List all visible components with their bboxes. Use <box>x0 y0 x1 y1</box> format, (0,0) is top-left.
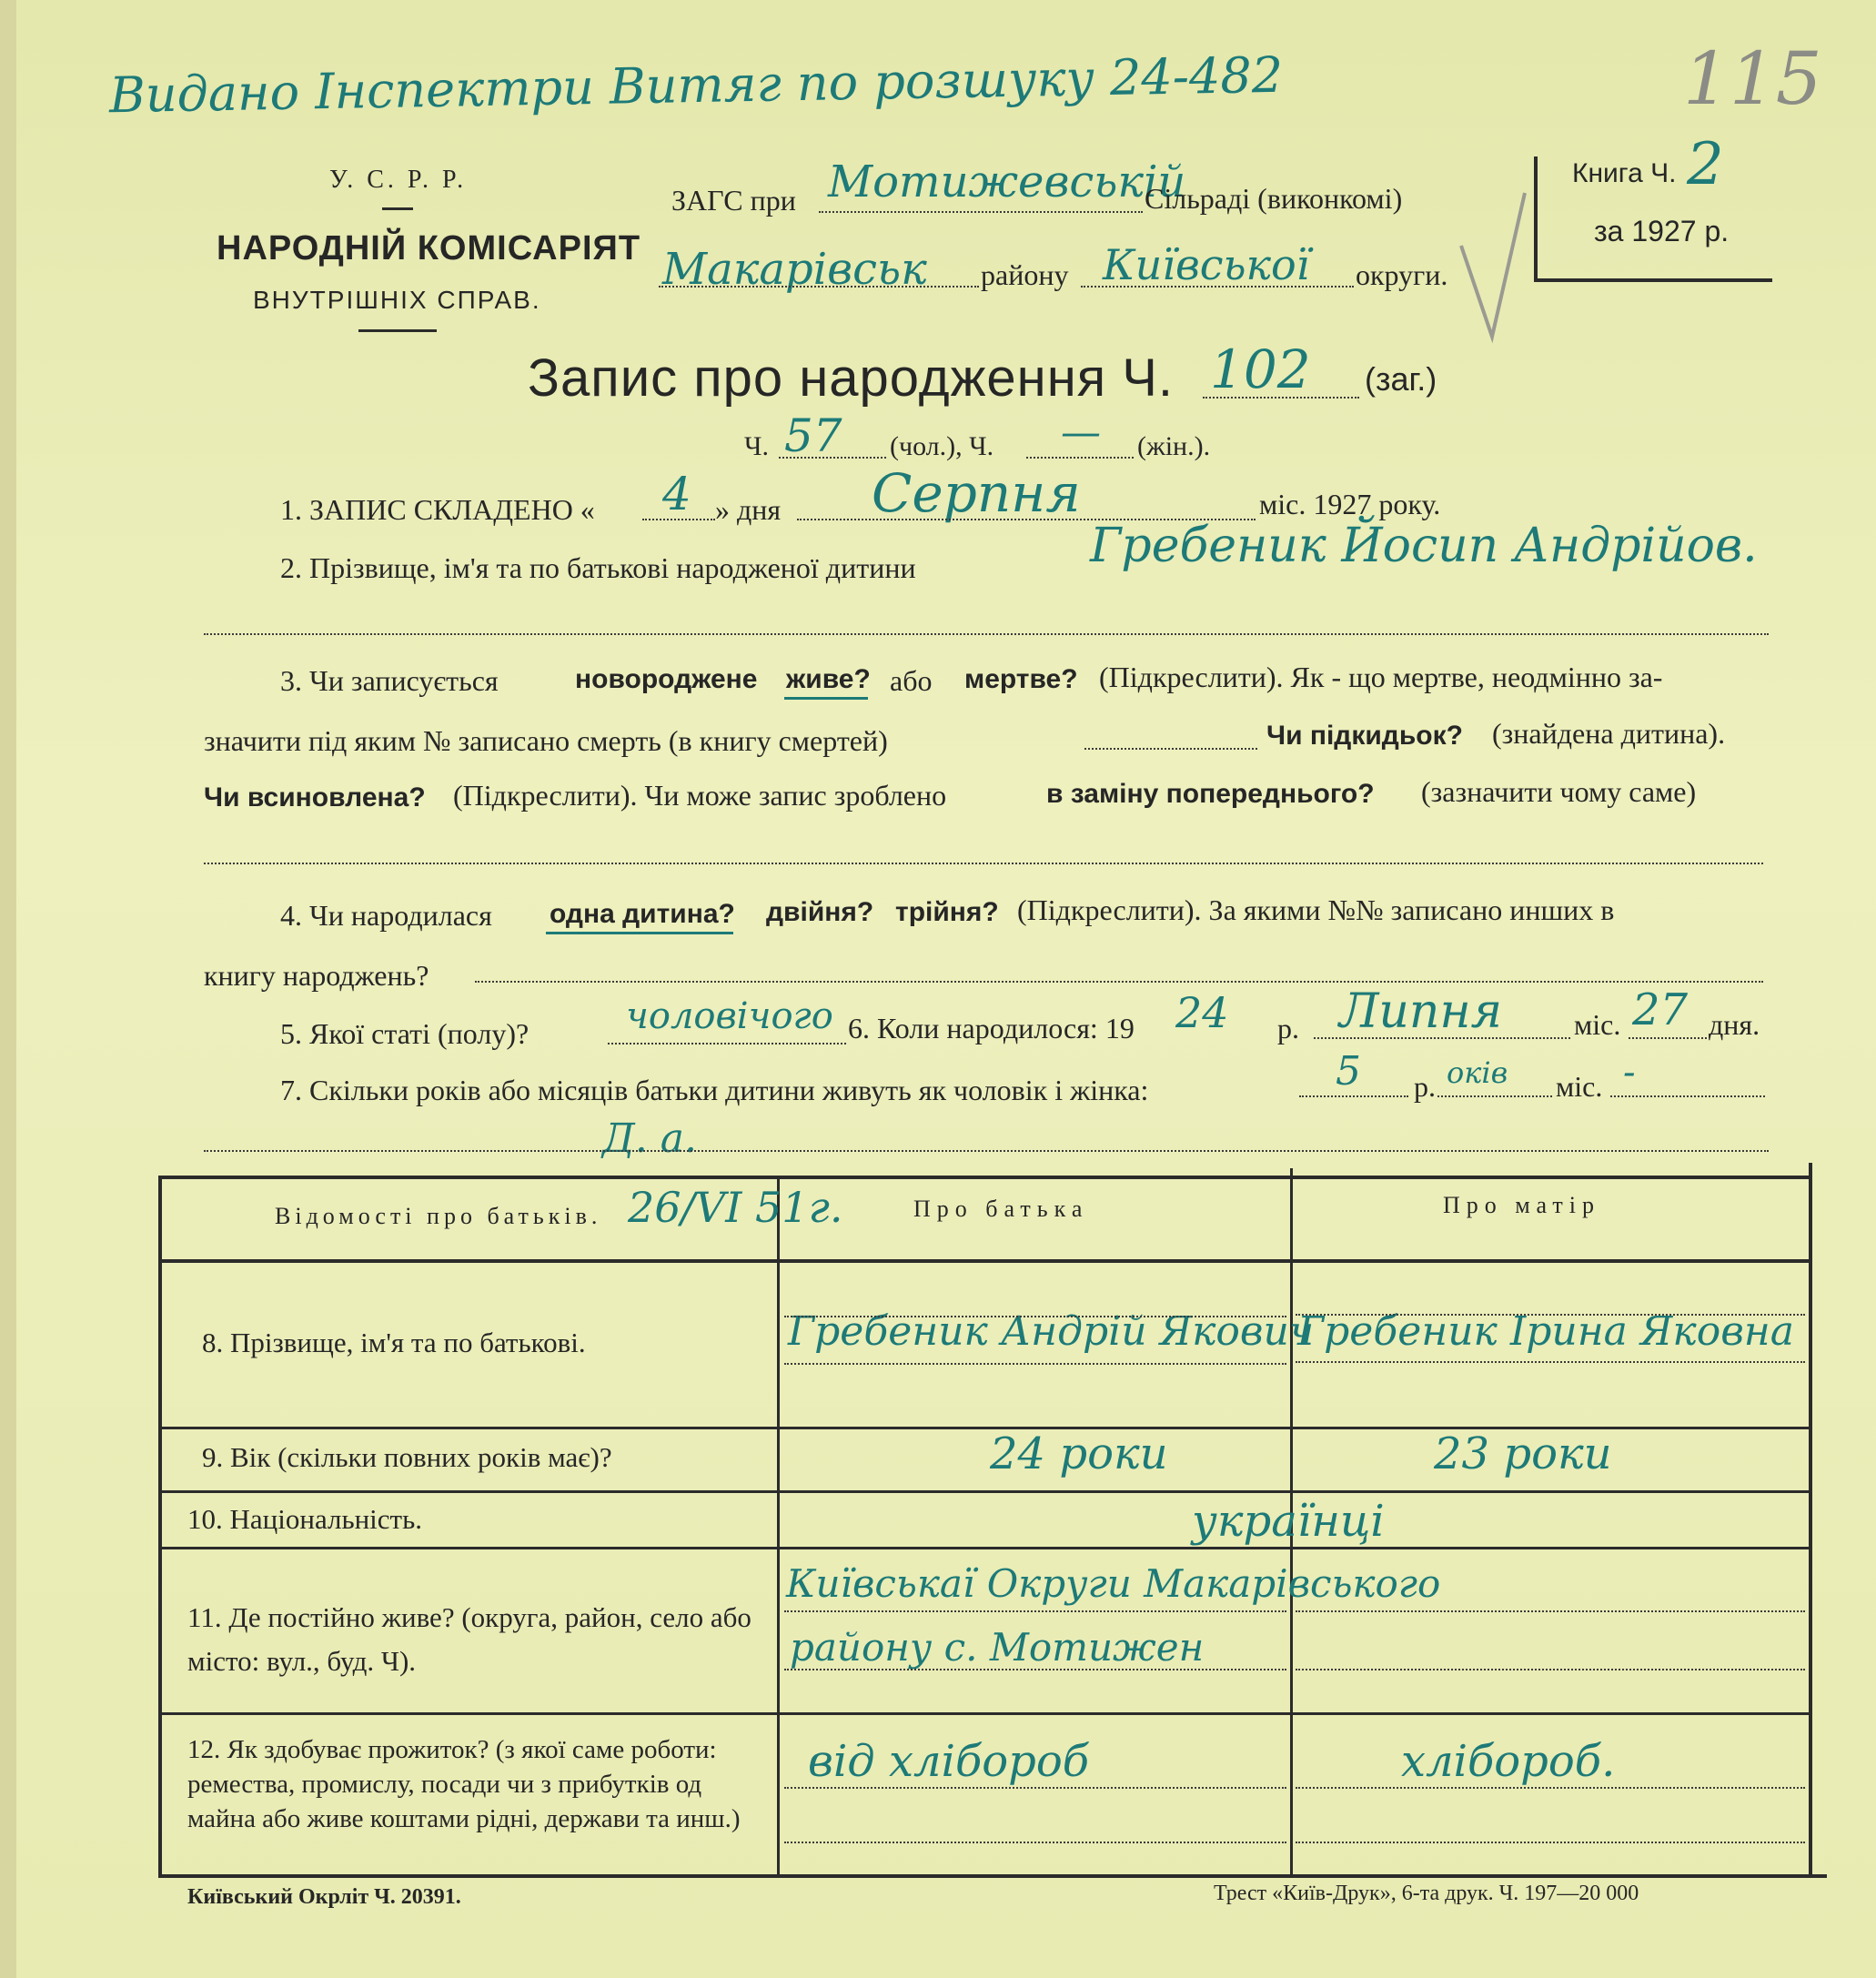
district-handwritten: Макарівськ <box>662 244 927 295</box>
field-3-or: або <box>890 664 933 697</box>
field-6-r: р. <box>1277 1012 1299 1045</box>
district-word: району <box>981 258 1069 291</box>
field-6-label: 6. Коли народилося: 19 <box>848 1012 1135 1045</box>
field-7-years-suffix-handwritten: оків <box>1447 1055 1508 1090</box>
field-3-line3b: (Підкреслити). Чи може запис зроблено <box>453 779 947 812</box>
top-handwritten-note: Видано Інспектри Витяг по розшуку 24-482 <box>108 45 1284 125</box>
okruha-word: округи. <box>1356 258 1448 291</box>
field-1-prefix: 1. ЗАПИС СКЛАДЕНО « <box>280 493 595 526</box>
row-8-label: 8. Прізвище, ім'я та по батькові. <box>202 1327 586 1358</box>
field-1-day-handwritten: 4 <box>662 468 691 520</box>
corner-number: 115 <box>1683 36 1822 121</box>
field-6-day-handwritten: 27 <box>1632 984 1689 1035</box>
field-7-years-handwritten: 5 <box>1336 1048 1361 1095</box>
field-6-year-handwritten: 24 <box>1175 988 1229 1037</box>
field-1-month-handwritten: Серпня <box>872 462 1081 524</box>
commissariat-title: НАРОДНІЙ КОМІСАРІЯТ <box>217 229 641 267</box>
row-11-mother-handwritten: району с. Мотижен <box>790 1625 1205 1670</box>
field-7-months-handwritten: - <box>1623 1052 1636 1094</box>
table-header-info: Відомості про батьків. <box>275 1203 602 1229</box>
field-5-sex-handwritten: чоловічого <box>626 995 833 1037</box>
field-3-adopted: Чи всиновлена? <box>204 782 426 812</box>
field-3-replacement: в заміну попереднього? <box>1046 779 1375 809</box>
field-2-child-name-handwritten: Гребеник Йосип Андрійов. <box>1090 519 1758 573</box>
field-4-e: (Підкреслити). За якими №№ записано инших в <box>1017 893 1615 926</box>
field-3-line2a: значити під яким № записано смерть (в книгу смертей) <box>204 724 888 757</box>
record-suffix: (заг.) <box>1365 360 1437 398</box>
book-number-handwritten: 2 <box>1687 131 1724 198</box>
republic-label: У. С. Р. Р. <box>329 166 468 194</box>
department-title: ВНУТРІШНІХ СПРАВ. <box>253 286 541 314</box>
table-header-father: Про батька <box>913 1196 1089 1222</box>
footer-printer-right: Трест «Київ-Друк», 6-та друк. Ч. 197—20 000 <box>1214 1882 1639 1905</box>
record-title: Запис про народження Ч. <box>528 348 1175 408</box>
field-5-label: 5. Якої статі (полу)? <box>280 1017 530 1050</box>
field-4-twins: двійня? <box>766 897 874 927</box>
row-11-father-handwritten: Київськаї Округи Макарівського <box>786 1561 1441 1606</box>
field-1-suffix: міс. 1927 року. <box>1259 488 1441 520</box>
row-10-mother-handwritten: українці <box>1192 1496 1385 1547</box>
field-6-month-handwritten: Липня <box>1339 984 1503 1039</box>
field-2-label: 2. Прізвище, ім'я та по батькові народженої дитини <box>280 551 916 584</box>
field-3-foundling: Чи підкидьок? <box>1266 721 1463 751</box>
field-7-r: р. <box>1414 1070 1436 1103</box>
field-6-mis: міс. <box>1574 1008 1621 1041</box>
male-label: (чол.), Ч. <box>890 431 994 461</box>
field-3-a: 3. Чи записується <box>280 664 499 697</box>
row-9-label: 9. Вік (скільки повних років має)? <box>202 1441 612 1473</box>
row-10-label: 10. Національність. <box>187 1503 422 1535</box>
footer-printer-left: Київський Окрліт Ч. 20391. <box>187 1885 461 1909</box>
field-7-mis-label: міс. <box>1556 1070 1603 1103</box>
field-4-one-child: одна дитина? <box>550 899 735 929</box>
book-label: Книга Ч. <box>1572 158 1677 188</box>
zags-prefix: ЗАГС при <box>671 184 796 217</box>
field-4-triplets: трійня? <box>895 897 999 927</box>
female-number-handwritten: — <box>1061 409 1101 456</box>
field-7-label: 7. Скільки років або місяців батьки дитини живуть як чоловік і жінка: <box>280 1074 1149 1106</box>
margin-mark-handwritten: Д. а. <box>602 1115 697 1162</box>
row-8-mother-handwritten: Гребеник Ірина Яковна <box>1297 1308 1795 1355</box>
field-3-alive: живе? <box>786 664 871 694</box>
row-12-label: 12. Як здобуває прожиток? (з якої саме роботи: ремества, промислу, посади чи з прибутків од майна або живе коштами рідні, держави та инш.) <box>187 1735 741 1833</box>
field-3-newborn: новороджене <box>575 664 758 694</box>
table-header-mother: Про матір <box>1443 1192 1601 1218</box>
field-4-a: 4. Чи народилася <box>280 899 492 932</box>
record-number-handwritten: 102 <box>1210 338 1311 400</box>
row-12-father-handwritten: від хлібороб <box>808 1736 1090 1787</box>
sub-prefix: Ч. <box>744 431 769 461</box>
field-1-mid: » дня <box>715 493 782 526</box>
male-number-handwritten: 57 <box>784 409 842 462</box>
field-3-line3d: (зазначити чому саме) <box>1421 775 1697 808</box>
archive-stamp-note-handwritten: 26/VI 51г. <box>628 1183 843 1232</box>
field-6-dnya: дня. <box>1709 1008 1760 1041</box>
row-9-father-handwritten: 24 роки <box>990 1428 1168 1479</box>
row-11-label: 11. Де постійно живе? (округа, район, село або місто: вул., буд. Ч). <box>187 1601 751 1677</box>
row-12-mother-handwritten: хлібороб. <box>1401 1736 1616 1787</box>
zags-village-handwritten: Мотижевській <box>828 156 1186 207</box>
female-label: (жін.). <box>1137 431 1211 461</box>
field-3-line2c: (знайдена дитина). <box>1492 717 1726 750</box>
field-3-dead: мертве? <box>964 664 1078 694</box>
row-9-mother-handwritten: 23 роки <box>1434 1428 1612 1479</box>
okruha-handwritten: Київської <box>1103 240 1310 289</box>
field-3-f: (Підкреслити). Як - що мертве, неодмінно за- <box>1099 661 1663 693</box>
field-4-line2: книгу народжень? <box>204 959 429 992</box>
row-8-father-handwritten: Гребеник Андрій Якович <box>788 1308 1315 1355</box>
book-year: за 1927 р. <box>1594 215 1730 247</box>
zags-suffix: Сільраді (виконкомі) <box>1145 182 1403 215</box>
